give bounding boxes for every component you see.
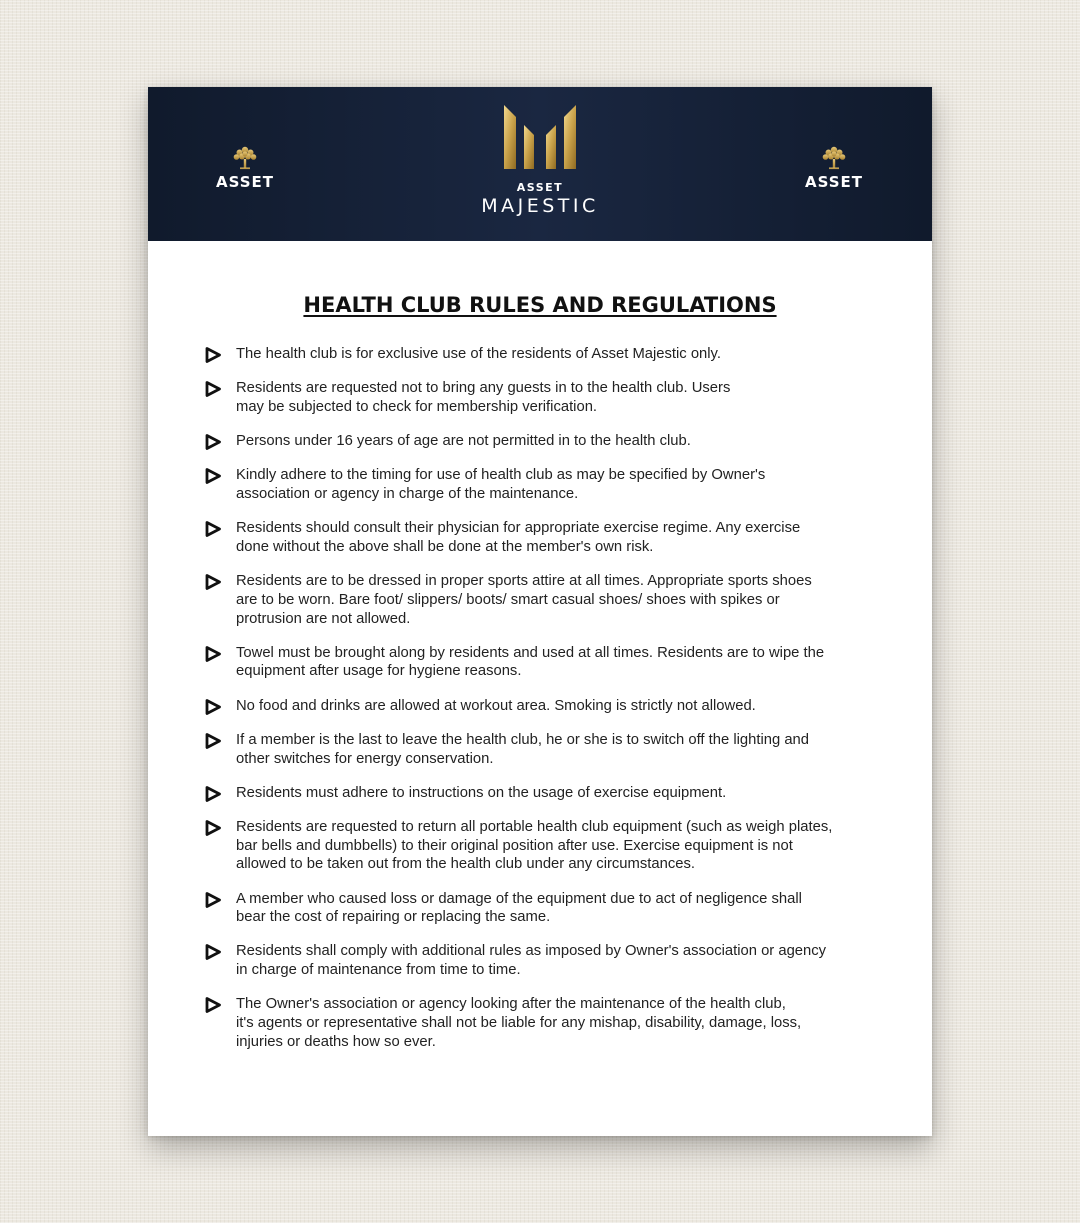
rule-text: A member who caused loss or damage of the equipment due to act of negligence shall bear the cost of repairing or replacing the same. (236, 890, 802, 926)
rule-text: The Owner's association or agency looking after the maintenance of the health club, it's agents or representative shall not be liable for any mishap, disability, damage, loss, injuries or deaths how so ever. (236, 996, 802, 1050)
rule-text: Residents are to be dressed in proper sports attire at all times. Appropriate sports shoes are to be worn. Bare foot/ slippers/ boots/ smart casual shoes/ shoes with spikes or protrusion are not allowed. (236, 573, 812, 627)
rule-text: Residents are requested not to bring any guests in to the health club. Users may be subjected to check for membership verification. (236, 380, 731, 415)
asset-logo-right (794, 145, 874, 191)
play-triangle-icon (203, 467, 223, 485)
play-triangle-icon (203, 433, 223, 451)
rule-item (202, 572, 882, 628)
rule-item (202, 784, 882, 803)
rule-text: No food and drinks are allowed at workout area. Smoking is strictly not allowed. (236, 697, 756, 714)
rule-item (202, 995, 882, 1051)
play-triangle-icon (203, 891, 223, 909)
rule-item (202, 379, 882, 416)
rule-text: Kindly adhere to the timing for use of health club as may be specified by Owner's association or agency in charge of the maintenance. (236, 467, 766, 503)
play-triangle-icon (203, 698, 223, 716)
rules-list (202, 345, 882, 1067)
majestic-logo (440, 103, 640, 217)
rule-text: If a member is the last to leave the health club, he or she is to switch off the lighting and other switches for energy conservation. (236, 731, 810, 767)
play-triangle-icon (203, 996, 223, 1014)
rule-text: Residents are requested to return all portable health club equipment (such as weigh plates, bar bells and dumbbells) to their original position after use. Exercise equipment is not allowed to be taken out from the health club under any circumstances. (236, 818, 833, 873)
play-triangle-icon (203, 732, 223, 750)
majestic-small-text: ASSET (516, 181, 564, 194)
rule-text: Residents shall comply with additional rules as imposed by Owner's association or agency in charge of maintenance from time to time. (236, 943, 827, 979)
play-triangle-icon (203, 645, 223, 663)
document-title: HEALTH CLUB RULES AND REGULATIONS (303, 293, 777, 317)
play-triangle-icon (203, 380, 223, 398)
play-triangle-icon (203, 943, 223, 961)
rule-text: Residents should consult their physician for appropriate exercise regime. Any exercise done without the above shall be done at the member's own risk. (236, 520, 801, 555)
rule-item (202, 818, 882, 874)
asset-wordmark: ASSET (215, 173, 275, 191)
rule-item (202, 345, 882, 364)
rule-text: The health club is for exclusive use of the residents of Asset Majestic only. (236, 346, 721, 362)
majestic-m-icon (502, 103, 578, 171)
rule-text: Towel must be brought along by residents and used at all times. Residents are to wipe the equipment after usage for hygiene reasons. (236, 644, 825, 680)
play-triangle-icon (203, 346, 223, 364)
header-banner (148, 87, 932, 241)
document-page (148, 87, 932, 1136)
play-triangle-icon (203, 573, 223, 591)
rule-item (202, 890, 882, 927)
tree-icon (231, 145, 259, 171)
rule-item (202, 432, 882, 451)
asset-wordmark: ASSET (804, 173, 864, 191)
rule-item (202, 644, 882, 681)
tree-icon (820, 145, 848, 171)
play-triangle-icon (203, 785, 223, 803)
majestic-big-text: MAJESTIC (481, 195, 599, 217)
play-triangle-icon (203, 819, 223, 837)
asset-logo-left (205, 145, 285, 191)
rule-item (202, 466, 882, 503)
rule-item (202, 519, 882, 556)
rule-item (202, 731, 882, 768)
rule-item (202, 697, 882, 716)
play-triangle-icon (203, 520, 223, 538)
rule-text: Residents must adhere to instructions on the usage of exercise equipment. (236, 784, 727, 801)
rule-item (202, 942, 882, 979)
rule-text: Persons under 16 years of age are not permitted in to the health club. (236, 433, 691, 450)
